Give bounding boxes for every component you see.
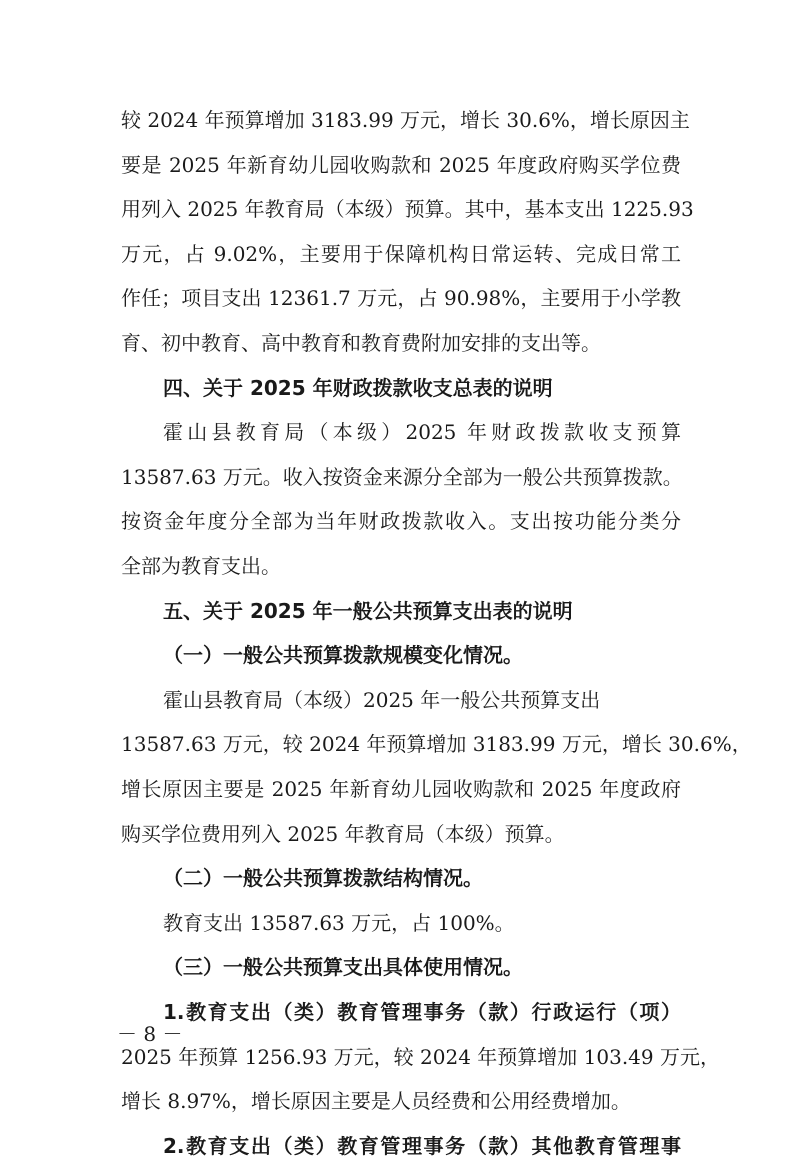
body-line: 教育支出 13587.63 万元，占 100%。: [163, 911, 515, 935]
body-line: 2025 年预算 1256.93 万元，较 2024 年预算增加 103.49 万元，: [121, 1045, 720, 1069]
body-line: 1.教育支出（类）教育管理事务（款）行政运行（项）: [163, 1000, 681, 1024]
body-line: 按资金年度分全部为当年财政拨款收入。支出按功能分类分: [121, 509, 681, 533]
body-line: 全部为教育支出。: [121, 554, 281, 578]
subsection-heading-3: （三）一般公共预算支出具体使用情况。: [163, 955, 523, 979]
body-line: 2.教育支出（类）教育管理事务（款）其他教育管理事: [163, 1134, 681, 1158]
body-line: 要是 2025 年新育幼儿园收购款和 2025 年度政府购买学位费: [121, 153, 681, 177]
section-heading-5: 五、关于 2025 年一般公共预算支出表的说明: [163, 599, 573, 623]
body-line: 购买学位费用列入 2025 年教育局（本级）预算。: [121, 822, 565, 846]
section-heading-4: 四、关于 2025 年财政拨款收支总表的说明: [163, 376, 553, 400]
subsection-heading-2: （二）一般公共预算拨款结构情况。: [163, 866, 483, 890]
body-line: 较 2024 年预算增加 3183.99 万元，增长 30.6%，增长原因主: [121, 108, 690, 132]
page-number: － 8 －: [117, 1022, 183, 1046]
body-line: 13587.63 万元。收入按资金来源分全部为一般公共预算拨款。: [121, 465, 683, 489]
body-line: 增长原因主要是 2025 年新育幼儿园收购款和 2025 年度政府: [121, 777, 681, 801]
body-line: 霍山县教育局（本级）2025 年一般公共预算支出: [163, 688, 601, 712]
body-line: 增长 8.97%，增长原因主要是人员经费和公用经费增加。: [121, 1089, 631, 1113]
body-line: 育、初中教育、高中教育和教育费附加安排的支出等。: [121, 331, 601, 355]
subsection-heading-1: （一）一般公共预算拨款规模变化情况。: [163, 643, 523, 667]
body-line: 13587.63 万元，较 2024 年预算增加 3183.99 万元，增长 30.6%，: [121, 732, 752, 756]
body-line: 作任；项目支出 12361.7 万元，占 90.98%，主要用于小学教: [121, 286, 681, 310]
body-line: 霍山县教育局（本级）2025 年财政拨款收支预算: [163, 420, 681, 444]
body-line: 万元，占 9.02%，主要用于保障机构日常运转、完成日常工: [121, 242, 681, 266]
body-line: 用列入 2025 年教育局（本级）预算。其中，基本支出 1225.93: [121, 197, 694, 221]
